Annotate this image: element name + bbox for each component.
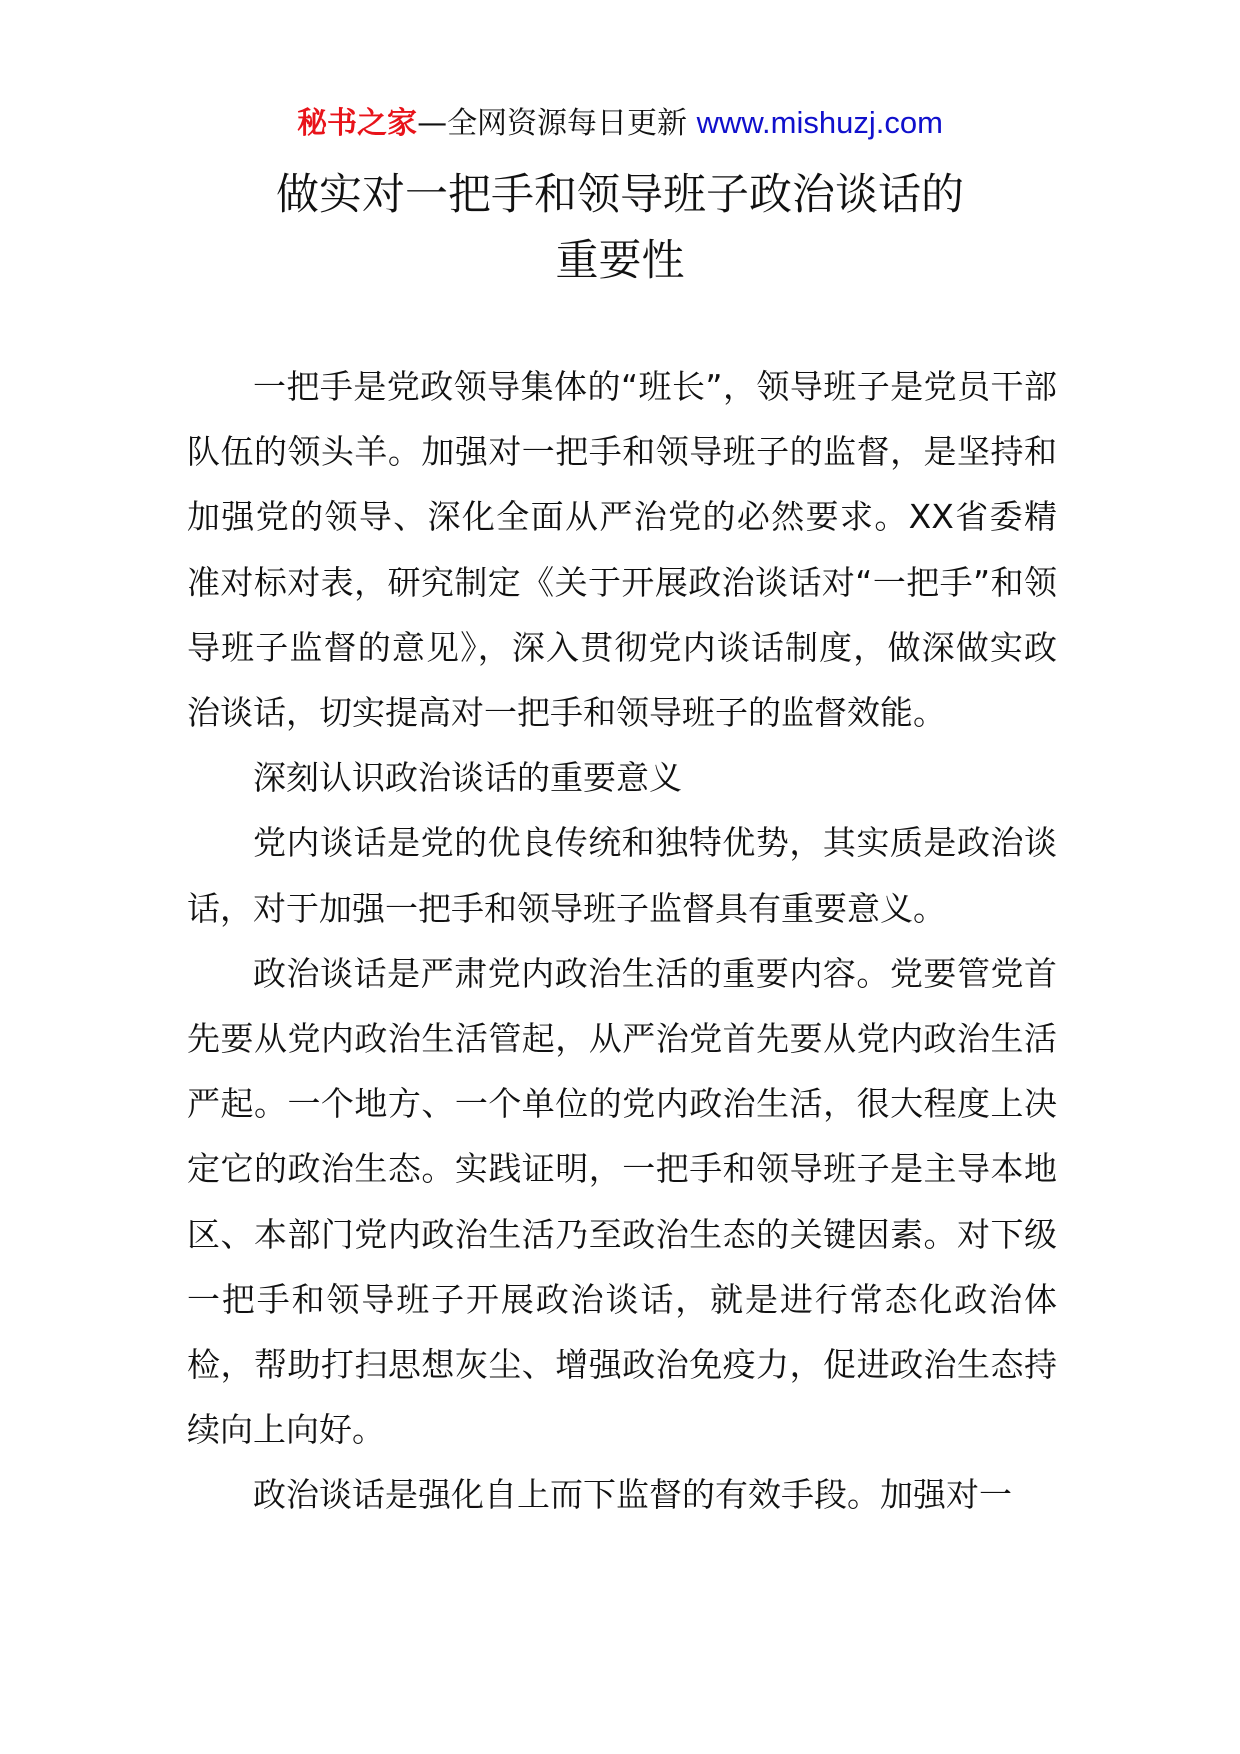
site-tagline: —全网资源每日更新 [417, 106, 688, 141]
body-paragraph: 党内谈话是党的优良传统和独特优势，其实质是政治谈话，对于加强一把手和领导班子监督具有重要意义。 [187, 823, 1057, 928]
body-paragraph-intro: 一把手是党政领导集体的“班长”，领导班子是党员干部队伍的领头羊。加强对一把手和领导班子的监督，是坚持和加强党的领导、深化全面从严治党的必然要求。XX省委精准对标对表，研究制定《关于开展政治谈话对“一把手”和领导班子监督的意见》，深入贯彻党内谈话制度，做深做实政治谈话，切实提高对一把手和领导班子的监督效能。 [187, 367, 1057, 733]
body-paragraph: 政治谈话是强化自上而下监督的有效手段。加强对一 [253, 1475, 1012, 1515]
body-paragraph: 政治谈话是严肃党内政治生活的重要内容。党要管党首先要从党内政治生活管起，从严治党首先要从党内政治生活严起。一个地方、一个单位的党内政治生活，很大程度上决定它的政治生态。实践证明，一把手和领导班子是主导本地区、本部门党内政治生活乃至政治生态的关键因素。对下级一把手和领导班子开展政治谈话，就是进行常态化政治体检，帮助打扫思想灰尘、增强政治免疫力，促进政治生态持续向上向好。 [187, 953, 1057, 1450]
site-header-banner [0, 103, 1240, 144]
section-heading: 深刻认识政治谈话的重要意义 [253, 758, 682, 798]
document-title [0, 162, 1240, 294]
document-body [187, 354, 1057, 1528]
site-brand-name: 秘书之家 [297, 106, 418, 141]
document-title-line-2: 重要性 [555, 236, 685, 286]
site-url-link[interactable]: www.mishuzj.com [696, 105, 943, 140]
document-title-line-1: 做实对一把手和领导班子政治谈话的 [276, 170, 964, 220]
